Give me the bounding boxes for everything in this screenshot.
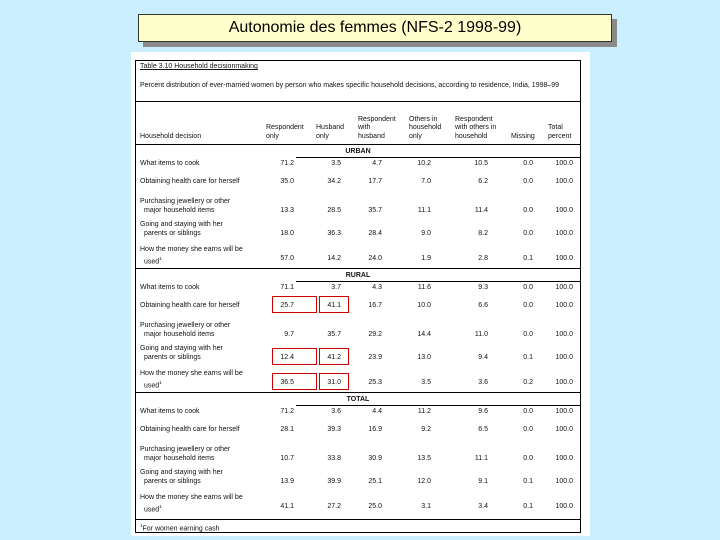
table-cell: 0.0 bbox=[523, 284, 533, 291]
column-header-line: Total bbox=[548, 124, 563, 131]
table-cell: 11.1 bbox=[474, 455, 488, 462]
table-cell: 9.0 bbox=[421, 230, 431, 237]
row-label bbox=[140, 301, 240, 310]
table-cell: 4.3 bbox=[372, 284, 382, 291]
table-cell: 3.5 bbox=[331, 160, 341, 167]
table-cell: 3.6 bbox=[478, 379, 488, 386]
column-header-line: Others in bbox=[409, 115, 438, 123]
column-header bbox=[511, 133, 535, 142]
table-cell: 11.6 bbox=[417, 284, 431, 291]
table-cell: 25.1 bbox=[368, 478, 382, 485]
row-label-line: How the money she earns will be bbox=[140, 246, 243, 253]
table-cell: 23.9 bbox=[368, 354, 382, 361]
table-cell: 0.0 bbox=[523, 178, 533, 185]
column-header-line: with bbox=[358, 124, 371, 131]
table-cell: 28.4 bbox=[368, 230, 382, 237]
column-header-line: household bbox=[455, 132, 488, 140]
section-heading-rule bbox=[296, 405, 580, 406]
table-cell: 9.2 bbox=[421, 426, 431, 433]
table-cell: 35.7 bbox=[327, 331, 341, 338]
table-cell: 10.0 bbox=[417, 302, 431, 309]
table-cell: 100.0 bbox=[555, 426, 573, 433]
table-cell: 31.0 bbox=[327, 379, 341, 386]
table-cell: 35.7 bbox=[368, 207, 382, 214]
table-cell: 0.0 bbox=[523, 302, 533, 309]
footnote-marker: 1 bbox=[159, 380, 162, 385]
column-header-line: only bbox=[316, 132, 329, 140]
section-heading: TOTAL bbox=[346, 396, 370, 403]
column-header-line: Husband bbox=[316, 124, 345, 131]
footnote-text: For women earning cash bbox=[142, 525, 220, 533]
column-header-line: Respondent bbox=[455, 115, 493, 123]
table-caption: Table 3.10 Household decisionmaking bbox=[140, 63, 258, 70]
table-cell: 0.2 bbox=[523, 379, 533, 386]
row-label-line: Purchasing jewellery or other bbox=[140, 198, 231, 205]
table-cell: 13.0 bbox=[417, 354, 431, 361]
table-cell: 18.0 bbox=[280, 230, 294, 237]
table-cell: 34.2 bbox=[327, 178, 341, 185]
row-label bbox=[140, 159, 200, 168]
table-cell: 30.9 bbox=[368, 455, 382, 462]
header-bottom-rule bbox=[136, 144, 580, 145]
row-label-line: Obtaining health care for herself bbox=[140, 302, 240, 309]
highlight-box bbox=[319, 296, 349, 313]
table-cell: 9.6 bbox=[478, 408, 488, 415]
table-cell: 35.0 bbox=[280, 178, 294, 185]
row-label-line: parents or siblings bbox=[144, 230, 201, 237]
table-cell: 10.5 bbox=[474, 160, 488, 167]
table-cell: 6.6 bbox=[478, 302, 488, 309]
table-cell: 0.0 bbox=[523, 160, 533, 167]
row-label-line: major household items bbox=[144, 455, 215, 462]
table-cell: 71.2 bbox=[280, 408, 294, 415]
column-header-line: only bbox=[266, 132, 279, 140]
row-label-line: used$^1$ bbox=[144, 256, 162, 266]
row-label bbox=[140, 177, 240, 186]
column-header bbox=[409, 116, 441, 142]
column-header bbox=[358, 116, 396, 142]
table-cell: 7.0 bbox=[421, 178, 431, 185]
column-header-line: Respondent bbox=[358, 115, 396, 123]
row-label-line: Purchasing jewellery or other bbox=[140, 322, 231, 329]
table-cell: 71.1 bbox=[280, 284, 294, 291]
table-cell: 39.3 bbox=[327, 426, 341, 433]
table-cell: 4.4 bbox=[372, 408, 382, 415]
column-header-line: percent bbox=[548, 132, 572, 140]
table-description: Percent distribution of ever-married women by person who makes specific household decisions, according to residence, India, 1998–99 bbox=[140, 82, 560, 89]
row-label-line: major household items bbox=[144, 207, 215, 214]
row-label bbox=[140, 245, 243, 266]
table-cell: 3.6 bbox=[331, 408, 341, 415]
column-header bbox=[266, 124, 304, 141]
table-cell: 0.0 bbox=[523, 207, 533, 214]
table-cell: 25.7 bbox=[280, 302, 294, 309]
table-cell: 16.7 bbox=[368, 302, 382, 309]
row-label-line: What items to cook bbox=[140, 160, 200, 167]
row-label bbox=[140, 283, 200, 292]
table-cell: 9.7 bbox=[284, 331, 294, 338]
table-cell: 14.4 bbox=[417, 331, 431, 338]
table-cell: 41.2 bbox=[327, 354, 341, 361]
row-label-line: What items to cook bbox=[140, 408, 200, 415]
row-label-line: parents or siblings bbox=[144, 478, 201, 485]
table-cell: 9.1 bbox=[478, 478, 488, 485]
column-header bbox=[316, 124, 344, 141]
table-cell: 16.9 bbox=[368, 426, 382, 433]
table-cell: 11.0 bbox=[474, 331, 488, 338]
row-label bbox=[140, 493, 243, 514]
table-cell: 8.2 bbox=[478, 230, 488, 237]
row-label bbox=[140, 197, 230, 215]
table-cell: 41.1 bbox=[327, 302, 341, 309]
table-cell: 6.5 bbox=[478, 426, 488, 433]
table-cell: 9.4 bbox=[478, 354, 488, 361]
row-label bbox=[140, 369, 243, 390]
row-label bbox=[140, 407, 200, 416]
table-cell: 11.1 bbox=[417, 207, 431, 214]
scanned-table-document bbox=[131, 52, 590, 536]
table-cell: 12.0 bbox=[417, 478, 431, 485]
table-cell: 0.0 bbox=[523, 331, 533, 338]
table-cell: 13.9 bbox=[280, 478, 294, 485]
table-cell: 100.0 bbox=[555, 455, 573, 462]
table-cell: 14.2 bbox=[327, 255, 341, 262]
table-cell: 0.1 bbox=[523, 255, 533, 262]
table-cell: 25.3 bbox=[368, 379, 382, 386]
table-cell: 100.0 bbox=[555, 207, 573, 214]
row-label bbox=[140, 344, 223, 362]
table-cell: 4.7 bbox=[372, 160, 382, 167]
table-cell: 36.5 bbox=[280, 379, 294, 386]
table-cell: 100.0 bbox=[555, 478, 573, 485]
table-cell: 57.0 bbox=[280, 255, 294, 262]
table-cell: 100.0 bbox=[555, 331, 573, 338]
column-header-line: household bbox=[409, 124, 442, 131]
row-label-line: parents or siblings bbox=[144, 354, 201, 361]
footnote-marker: 1 bbox=[140, 523, 143, 528]
row-label bbox=[140, 468, 223, 486]
highlight-box bbox=[272, 373, 317, 390]
table-frame bbox=[135, 60, 581, 533]
row-label bbox=[140, 220, 223, 238]
column-header bbox=[455, 116, 496, 142]
section-heading-rule bbox=[296, 281, 580, 282]
table-cell: 100.0 bbox=[555, 284, 573, 291]
footnote-marker: 1 bbox=[159, 256, 162, 261]
table-cell: 6.2 bbox=[478, 178, 488, 185]
column-header bbox=[140, 133, 201, 142]
table-cell: 33.8 bbox=[327, 455, 341, 462]
table-cell: 36.3 bbox=[327, 230, 341, 237]
row-label-line: Going and staying with her bbox=[140, 221, 223, 228]
table-cell: 10.2 bbox=[417, 160, 431, 167]
row-label-line: Obtaining health care for herself bbox=[140, 426, 240, 433]
row-label bbox=[140, 321, 230, 339]
table-cell: 100.0 bbox=[555, 160, 573, 167]
table-cell: 100.0 bbox=[555, 255, 573, 262]
table-cell: 27.2 bbox=[327, 503, 341, 510]
row-label-line: What items to cook bbox=[140, 284, 200, 291]
highlight-box bbox=[319, 348, 349, 365]
row-label-line: How the money she earns will be bbox=[140, 494, 243, 501]
column-header-line: with others in bbox=[455, 124, 497, 131]
section-rule bbox=[136, 392, 580, 393]
table-cell: 11.2 bbox=[417, 408, 431, 415]
column-header-line: Household decision bbox=[140, 132, 202, 140]
table-cell: 3.4 bbox=[478, 503, 488, 510]
table-cell: 24.0 bbox=[368, 255, 382, 262]
table-cell: 25.0 bbox=[368, 503, 382, 510]
row-label bbox=[140, 445, 230, 463]
section-heading-rule bbox=[296, 157, 580, 158]
table-cell: 100.0 bbox=[555, 503, 573, 510]
footnote bbox=[140, 523, 220, 532]
table-cell: 9.3 bbox=[478, 284, 488, 291]
table-cell: 71.2 bbox=[280, 160, 294, 167]
table-cell: 0.1 bbox=[523, 503, 533, 510]
column-header-line: Respondent bbox=[266, 124, 304, 131]
table-cell: 39.9 bbox=[327, 478, 341, 485]
table-cell: 41.1 bbox=[280, 503, 294, 510]
row-label-line: How the money she earns will be bbox=[140, 370, 243, 377]
section-rule bbox=[136, 268, 580, 269]
highlight-box bbox=[272, 296, 317, 313]
row-label bbox=[140, 425, 240, 434]
table-cell: 3.1 bbox=[421, 503, 431, 510]
highlight-box bbox=[272, 348, 317, 365]
table-cell: 100.0 bbox=[555, 178, 573, 185]
footer-rule bbox=[136, 519, 580, 520]
row-label-line: Obtaining health care for herself bbox=[140, 178, 240, 185]
row-label-line: used$^1$ bbox=[144, 504, 162, 514]
table-cell: 0.0 bbox=[523, 408, 533, 415]
table-cell: 11.4 bbox=[474, 207, 488, 214]
table-cell: 29.2 bbox=[368, 331, 382, 338]
column-header bbox=[548, 124, 571, 141]
table-cell: 0.0 bbox=[523, 426, 533, 433]
table-cell: 10.7 bbox=[280, 455, 294, 462]
table-cell: 100.0 bbox=[555, 302, 573, 309]
slide-title: Autonomie des femmes (NFS-2 1998-99) bbox=[138, 14, 612, 42]
table-cell: 13.5 bbox=[417, 455, 431, 462]
row-label-line: major household items bbox=[144, 331, 215, 338]
table-cell: 1.9 bbox=[421, 255, 431, 262]
table-cell: 100.0 bbox=[555, 408, 573, 415]
column-header-line: Missing bbox=[511, 132, 535, 140]
table-cell: 100.0 bbox=[555, 354, 573, 361]
table-cell: 2.8 bbox=[478, 255, 488, 262]
table-cell: 3.5 bbox=[421, 379, 431, 386]
table-cell: 28.5 bbox=[327, 207, 341, 214]
table-cell: 12.4 bbox=[280, 354, 294, 361]
row-label-line: Going and staying with her bbox=[140, 345, 223, 352]
highlight-box bbox=[319, 373, 349, 390]
section-heading: RURAL bbox=[345, 272, 371, 279]
table-cell: 17.7 bbox=[368, 178, 382, 185]
table-cell: 0.0 bbox=[523, 230, 533, 237]
table-cell: 100.0 bbox=[555, 379, 573, 386]
table-cell: 28.1 bbox=[280, 426, 294, 433]
section-heading: URBAN bbox=[345, 148, 371, 155]
table-cell: 3.7 bbox=[331, 284, 341, 291]
column-header-line: husband bbox=[358, 132, 385, 140]
header-top-rule bbox=[136, 101, 580, 102]
table-cell: 0.1 bbox=[523, 354, 533, 361]
column-header-line: only bbox=[409, 132, 422, 140]
table-cell: 0.1 bbox=[523, 478, 533, 485]
row-label-line: Purchasing jewellery or other bbox=[140, 446, 231, 453]
table-cell: 13.3 bbox=[280, 207, 294, 214]
footnote-marker: 1 bbox=[159, 504, 162, 509]
table-cell: 0.0 bbox=[523, 455, 533, 462]
table-cell: 100.0 bbox=[555, 230, 573, 237]
row-label-line: Going and staying with her bbox=[140, 469, 223, 476]
row-label-line: used$^1$ bbox=[144, 380, 162, 390]
